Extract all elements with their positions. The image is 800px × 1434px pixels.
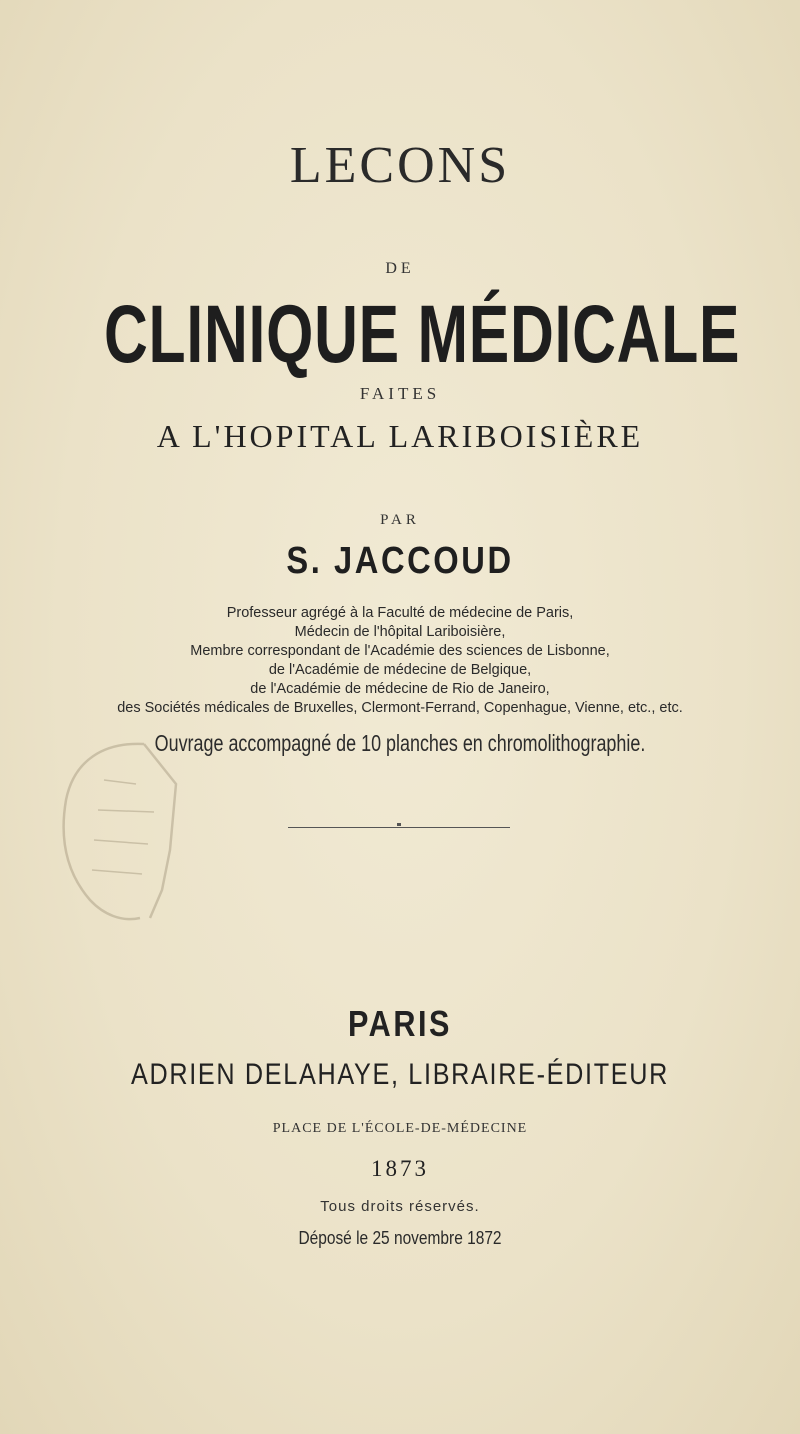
heading-de: DE xyxy=(385,260,415,277)
publication-city: PARIS xyxy=(347,1003,452,1044)
heading-lecons: LECONS xyxy=(289,137,511,194)
divider-rule xyxy=(288,827,510,828)
deposit-notice: Déposé le 25 novembre 1872 xyxy=(298,1228,502,1248)
author-credentials xyxy=(0,604,800,718)
main-title: CLINIQUE MÉDICALE xyxy=(104,289,741,380)
publisher-address: PLACE DE L'ÉCOLE-DE-MÉDECINE xyxy=(272,1121,528,1136)
publication-year: 1873 xyxy=(371,1156,429,1181)
rights-notice: Tous droits réservés. xyxy=(320,1198,480,1215)
credential-line: Médecin de l'hôpital Lariboisière, xyxy=(294,624,506,640)
credential-line: Membre correspondant de l'Académie des sciences de Lisbonne, xyxy=(190,643,610,659)
publisher-name: ADRIEN DELAHAYE, LIBRAIRE-ÉDITEUR xyxy=(130,1058,670,1091)
heading-par: PAR xyxy=(380,512,420,528)
plates-note: Ouvrage accompagné de 10 planches en chromolithographie. xyxy=(154,730,646,756)
credential-line: de l'Académie de médecine de Belgique, xyxy=(268,662,532,678)
credential-line: de l'Académie de médecine de Rio de Janeiro, xyxy=(250,681,550,697)
divider-ornament xyxy=(397,823,401,826)
credential-line: des Sociétés médicales de Bruxelles, Clermont-Ferrand, Copenhague, Vienne, etc., etc. xyxy=(117,700,683,716)
author-name: S. JACCOUD xyxy=(286,540,514,582)
location-title: A L'HOPITAL LARIBOISIÈRE xyxy=(156,418,644,454)
library-stamp xyxy=(44,740,204,925)
heading-faites: FAITES xyxy=(359,384,441,403)
credential-line: Professeur agrégé à la Faculté de médecine de Paris, xyxy=(226,605,574,621)
